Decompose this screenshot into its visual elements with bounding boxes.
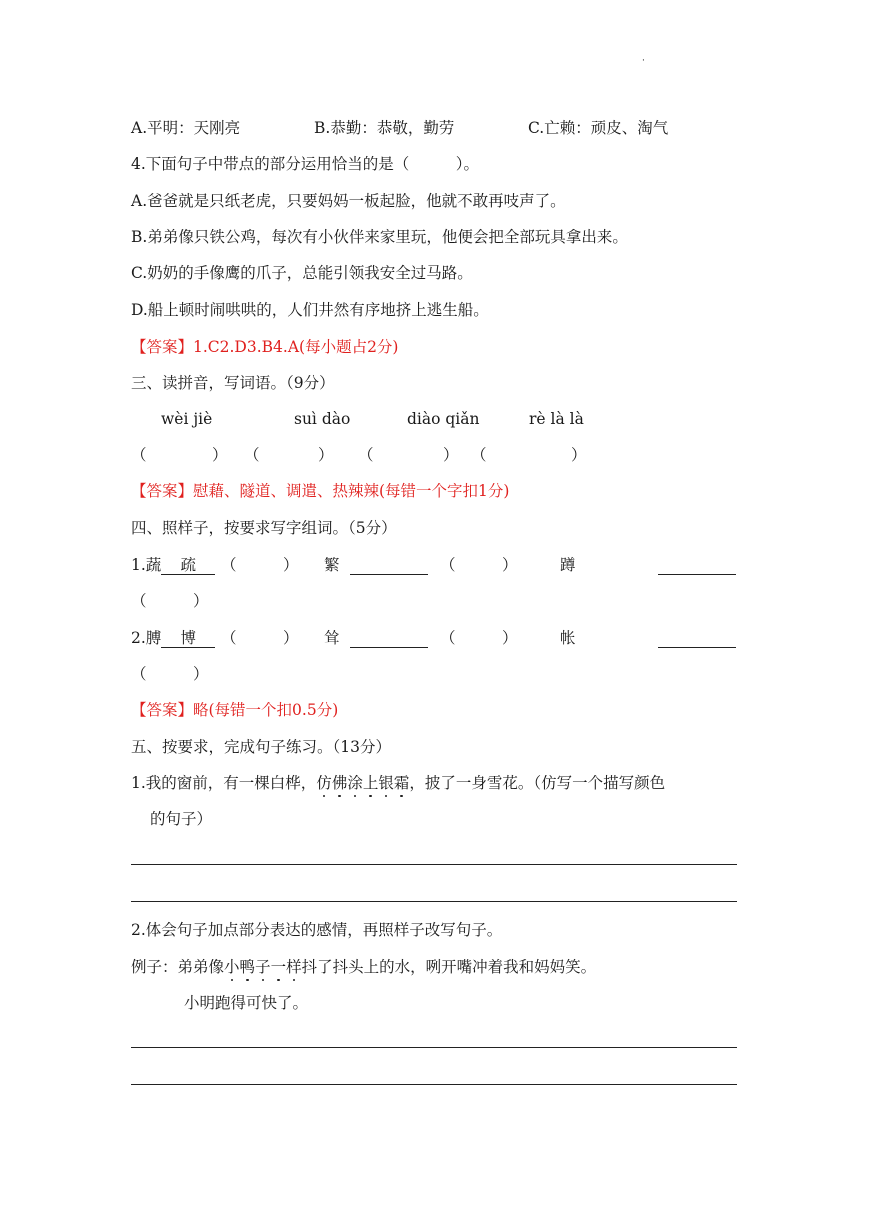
pinyin-4: rè là là — [529, 410, 584, 428]
answer-line-2[interactable] — [131, 901, 737, 902]
row-2-example: 博 — [161, 629, 215, 648]
emphasis-char: 仿 — [316, 774, 332, 792]
answer-box-3-close: ） — [443, 446, 459, 464]
pinyin-2: suì dào — [294, 410, 351, 428]
question-5-1-line-2: 的句子） — [150, 810, 213, 828]
option-c: C.亡赖：顽皮、淘气 — [528, 119, 669, 137]
row-2-blank-2[interactable] — [350, 647, 428, 648]
row-2-number: 2. — [131, 629, 146, 647]
pinyin-1: wèi jiè — [161, 410, 213, 428]
question-5-2: 2.体会句子加点部分表达的感情，再照样子改写句子。 — [131, 921, 503, 939]
emphasis-char: 上 — [362, 774, 379, 792]
emphasis-char: 小 — [224, 958, 240, 976]
row-1-number: 1. — [131, 556, 146, 574]
pinyin-3: diào qiǎn — [407, 410, 480, 428]
question-5-1-dotted — [316, 774, 409, 792]
emphasis-char: 涂 — [347, 774, 363, 792]
answer-line-4[interactable] — [131, 1084, 737, 1085]
answer-1: 【答案】1.C2.D3.B4.A(每小题占2分) — [131, 338, 399, 356]
question-4-option-a: A.爸爸就是只纸老虎，只要妈妈一板起脸，他就不敢再吱声了。 — [131, 192, 566, 210]
example-dotted — [224, 958, 302, 976]
example-post: 抖了抖头上的水，咧开嘴冲着我和妈妈笑。 — [301, 958, 597, 976]
section-5-title: 五、按要求，完成句子练习。（13分） — [131, 738, 391, 756]
emphasis-char: 佛 — [331, 774, 348, 792]
target-sentence: 小明跑得可快了。 — [184, 994, 309, 1012]
page-mark: · — [642, 56, 645, 66]
answer-box-4-open: （ — [471, 446, 487, 464]
emphasis-char: 银 — [378, 774, 394, 792]
row-2-paren-2: （ ） — [440, 629, 518, 647]
row-1-char-3: 蹲 — [560, 556, 576, 574]
section-3-title: 三、读拼音，写词语。（9分） — [131, 374, 335, 392]
answer-line-1[interactable] — [131, 864, 737, 865]
answer-box-1-close: ） — [212, 446, 228, 464]
row-2-blank-3[interactable] — [658, 647, 736, 648]
example-pre: 例子：弟弟像 — [131, 958, 225, 976]
answer-box-3-open: （ — [358, 446, 374, 464]
question-4-option-c: C.奶奶的手像鹰的爪子，总能引领我安全过马路。 — [131, 264, 473, 282]
row-2-paren-1: （ ） — [221, 629, 299, 647]
example-sentence — [131, 957, 596, 977]
question-4-stem: 4.下面句子中带点的部分运用恰当的是（ ）。 — [131, 155, 480, 173]
answer-box-2-close: ） — [318, 446, 334, 464]
row-1-char-2: 繁 — [324, 556, 340, 574]
answer-2: 【答案】慰藉、隧道、调遣、热辣辣(每错一个字扣1分) — [131, 482, 510, 500]
row-1-paren-1: （ ） — [221, 556, 299, 574]
row-1-paren-2: （ ） — [440, 556, 518, 574]
answer-line-3[interactable] — [131, 1047, 737, 1048]
answer-box-4-close: ） — [571, 446, 587, 464]
option-a: A.平明：天刚亮 — [131, 119, 241, 137]
row-1-blank-2[interactable] — [350, 574, 428, 575]
row-2-char: 膊 — [145, 629, 162, 647]
emphasis-char: 鸭 — [239, 958, 256, 976]
question-4-option-b: B.弟弟像只铁公鸡，每次有小伙伴来家里玩，他便会把全部玩具拿出来。 — [131, 228, 628, 246]
row-1-paren-3: （ ） — [131, 592, 209, 610]
emphasis-char: 样 — [286, 958, 302, 976]
row-1-example: 疏 — [161, 556, 215, 575]
answer-box-2-open: （ — [244, 446, 260, 464]
emphasis-char: 一 — [270, 958, 287, 976]
emphasis-char: 霜 — [393, 774, 410, 792]
question-5-1-pre: 1.我的窗前，有一棵白桦， — [131, 774, 317, 792]
answer-box-1-open: （ — [131, 446, 147, 464]
question-5-1 — [131, 773, 665, 793]
row-1-prompt — [131, 555, 215, 575]
section-4-title: 四、照样子，按要求写字组词。（5分） — [131, 519, 397, 537]
question-4-option-d: D.船上顿时闹哄哄的，人们井然有序地挤上逃生船。 — [131, 301, 489, 319]
row-1-blank-3[interactable] — [658, 574, 736, 575]
row-2-char-2: 耸 — [324, 629, 340, 647]
row-2-char-3: 帐 — [560, 629, 576, 647]
option-b: B.恭勤：恭敬，勤劳 — [314, 119, 455, 137]
row-2-prompt — [131, 628, 215, 648]
answer-3: 【答案】略(每错一个扣0.5分) — [131, 701, 339, 719]
question-5-1-post: ，披了一身雪花。（仿写一个描写颜色 — [409, 774, 666, 792]
row-2-paren-3: （ ） — [131, 665, 209, 683]
row-1-char: 蔬 — [145, 556, 162, 574]
emphasis-char: 子 — [255, 958, 271, 976]
